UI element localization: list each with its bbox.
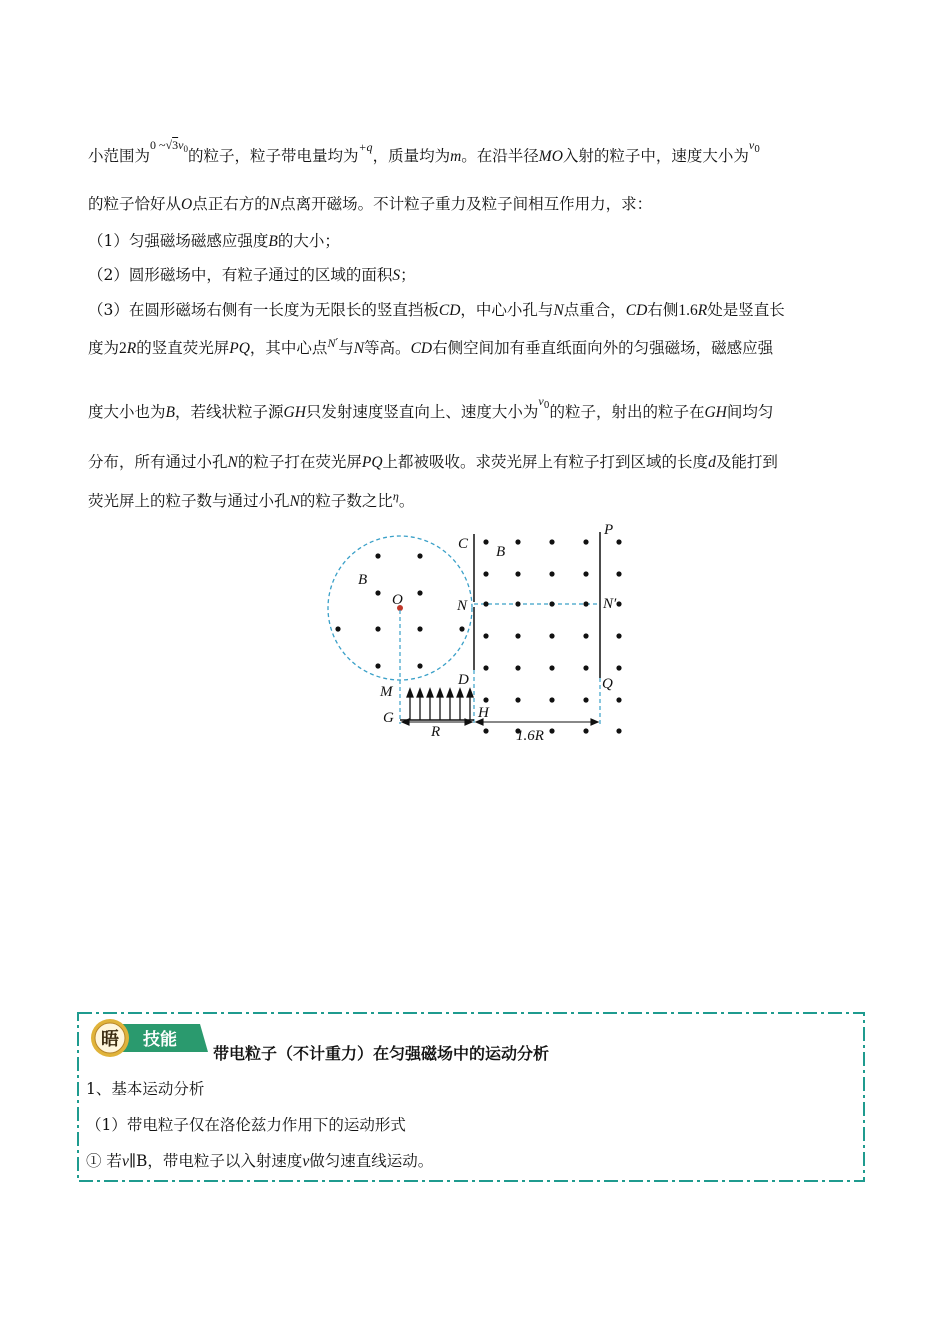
problem-line-2: [88, 194, 652, 215]
text: 点正右方的: [192, 195, 270, 213]
pq: PQ: [361, 454, 383, 471]
text: 的粒子数之比: [299, 492, 393, 510]
text: ；: [400, 266, 416, 284]
label-dist: 1.6R: [516, 728, 544, 744]
sqrt-radicand: 3: [172, 138, 179, 152]
text: ，质量均为: [372, 147, 451, 165]
text: 的粒子，射出的粒子在: [549, 403, 705, 421]
text: ，若线状粒子源: [174, 403, 284, 421]
label-nprime: N′: [603, 596, 617, 612]
badge-label: 技能: [143, 1030, 177, 1050]
cd: CD: [438, 302, 461, 319]
gh: GH: [704, 404, 727, 421]
label-b-left: B: [358, 572, 368, 588]
label-o: O: [392, 592, 403, 608]
text: 的大小；: [277, 232, 340, 250]
pq: PQ: [229, 340, 250, 357]
text: 只发射速度竖直向上、速度大小为: [305, 403, 539, 421]
skill-title: 带电粒子（不计重力）在匀强磁场中的运动分析: [213, 1044, 550, 1063]
text: 及能打到: [715, 453, 778, 471]
label-r: R: [431, 724, 441, 740]
var: S: [392, 267, 401, 284]
skill-item-3: [86, 1149, 433, 1171]
text: 。: [398, 492, 415, 510]
text: ① 若: [86, 1152, 122, 1170]
label-p: P: [604, 522, 614, 538]
text: ，其中心点: [249, 339, 328, 357]
v: v: [121, 1153, 129, 1170]
text: 间均匀: [726, 403, 774, 421]
text: 右侧空间加有垂直纸面向外的匀强磁场，磁感应强: [432, 339, 774, 357]
n: N: [289, 493, 300, 510]
n: N: [227, 454, 238, 471]
vsub: 0: [543, 401, 550, 411]
skill-item-2: （1）带电粒子仅在洛伦兹力作用下的运动形式: [86, 1116, 406, 1134]
text: 等高。: [364, 339, 411, 357]
mass: m: [450, 148, 462, 165]
sqrt-sign: √3v0: [165, 138, 188, 154]
skill-badge: [90, 1018, 208, 1058]
eta: η: [392, 489, 399, 503]
badge-char: 晤: [101, 1029, 119, 1050]
r: R: [126, 340, 137, 357]
text: 点离开磁场。不计粒子重力及粒子间相互作用力，求：: [280, 195, 653, 213]
label-g: G: [383, 710, 394, 726]
prime: ′: [335, 336, 339, 350]
len: 2: [119, 340, 127, 357]
question-1: [88, 231, 340, 252]
question-3-line-4: [88, 452, 778, 473]
cd: CD: [410, 340, 433, 357]
n-prime: [327, 336, 338, 350]
text: 小范围为: [88, 147, 151, 165]
label-b-right: B: [496, 544, 506, 560]
text: 的粒子恰好从: [88, 195, 182, 213]
speed-v0: [748, 138, 760, 155]
text: ∥B，带电粒子以入射速度: [128, 1152, 303, 1170]
r: R: [697, 302, 708, 319]
text: ，中心小孔与: [460, 301, 554, 319]
range-var: v: [178, 138, 184, 152]
v: v: [538, 394, 544, 408]
question-3-line-1: [88, 300, 785, 321]
problem-line-1: [88, 138, 760, 172]
text: 的粒子，粒子带电量均为: [187, 147, 359, 165]
text: 度为: [88, 339, 120, 357]
n: N: [327, 336, 336, 350]
text: 的竖直荧光屏: [136, 339, 230, 357]
text: 分布，所有通过小孔: [88, 453, 228, 471]
question-2: [88, 265, 416, 286]
v: v: [302, 1153, 310, 1170]
text: 点重合，: [563, 301, 626, 319]
label-c: C: [458, 536, 469, 552]
speed-sub: 0: [754, 145, 760, 155]
text: 处是竖直长: [707, 301, 785, 319]
v0: [538, 394, 550, 411]
label-h: H: [478, 705, 489, 721]
charge: +q: [358, 140, 373, 154]
text: 做匀速直线运动。: [309, 1152, 434, 1170]
text: 上都被吸收。求荧光屏上有粒子打到区域的长度: [382, 453, 709, 471]
label-d: D: [458, 672, 469, 688]
speed-var: v: [748, 138, 755, 152]
text: （2）圆形磁场中，有粒子通过的区域的面积: [88, 266, 393, 284]
question-3-line-2: [88, 338, 773, 359]
n: N: [353, 340, 365, 357]
label-q: Q: [602, 676, 613, 692]
text: 。在沿半径: [461, 147, 539, 165]
n: N: [553, 302, 564, 319]
velocity-arrows: [407, 689, 473, 720]
dist: 1.6: [678, 302, 698, 319]
radius-name: MO: [538, 148, 563, 165]
label-m: M: [380, 684, 393, 700]
range-sub: 0: [183, 144, 188, 154]
label-n: N: [457, 598, 468, 614]
cd: CD: [625, 302, 648, 319]
question-3-line-5: [88, 491, 414, 512]
magnetic-field-diagram: [320, 518, 640, 750]
right-field-dots: [483, 539, 621, 733]
text: 与: [338, 339, 354, 357]
text: （1）匀强磁场磁感应强度: [88, 232, 269, 250]
b: B: [165, 404, 175, 421]
question-3-line-3: [88, 394, 774, 428]
point-o: O: [181, 196, 193, 213]
var: B: [268, 233, 278, 250]
gh: GH: [283, 404, 306, 421]
point-n: N: [269, 196, 281, 213]
text: （3）在圆形磁场右侧有一长度为无限长的竖直挡板: [88, 301, 439, 319]
range-start: 0 ~: [150, 138, 166, 152]
dimension-1-6r: [476, 719, 598, 725]
text: 入射的粒子中，速度大小为: [562, 147, 749, 165]
d: d: [708, 454, 716, 471]
text: 荧光屏上的粒子数与通过小孔: [88, 492, 290, 510]
text: 度大小也为: [88, 403, 166, 421]
text: 右侧: [647, 301, 679, 319]
skill-item-1: 1、基本运动分析: [86, 1080, 205, 1098]
text: 的粒子打在荧光屏: [237, 453, 362, 471]
